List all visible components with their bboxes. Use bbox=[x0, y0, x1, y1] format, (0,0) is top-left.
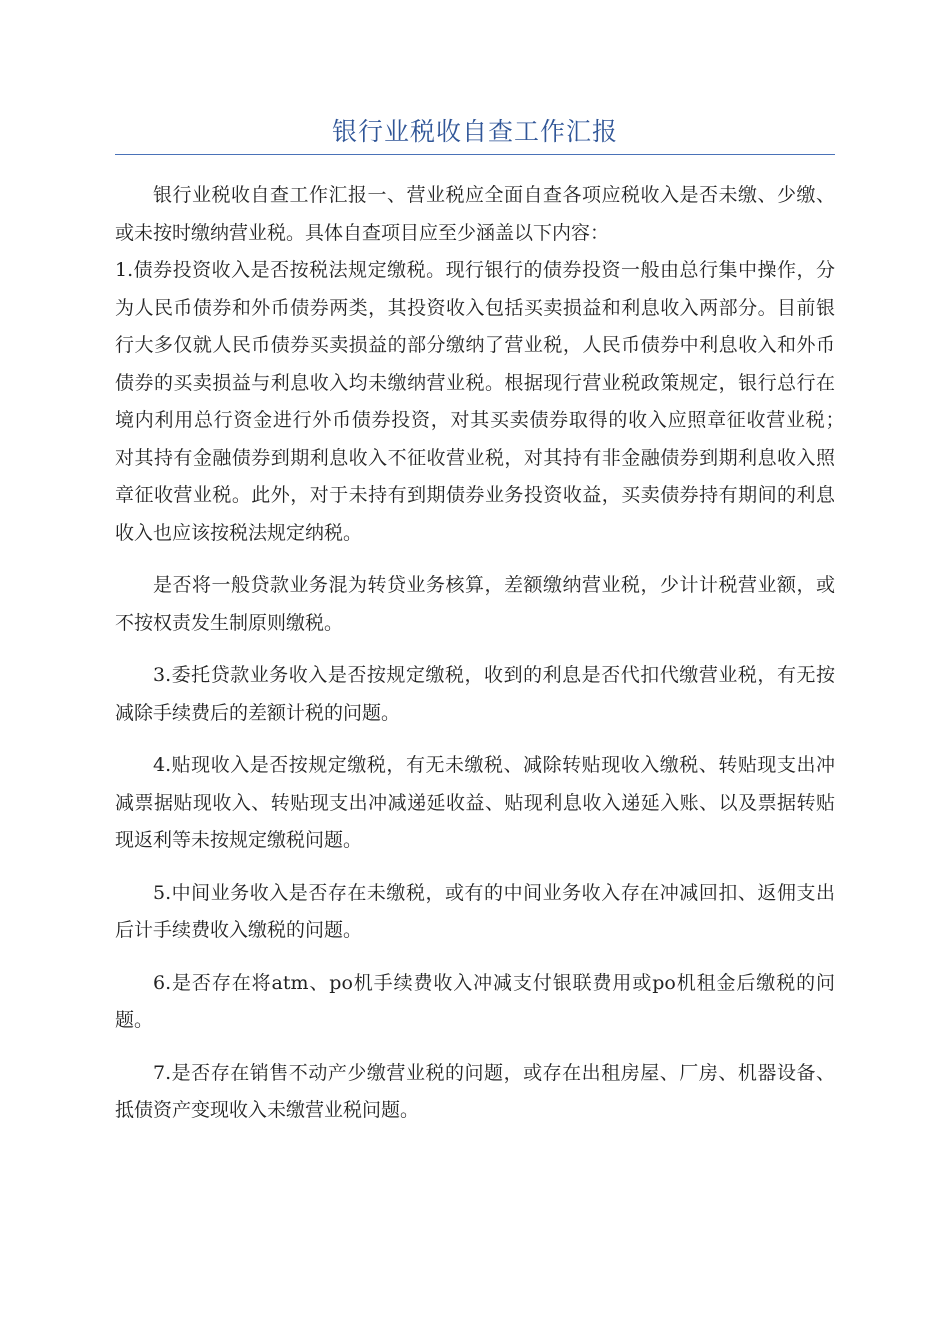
paragraph-item-4: 4.贴现收入是否按规定缴税，有无未缴税、减除转贴现收入缴税、转贴现支出冲减票据贴现收入、转贴现支出冲减递延收益、贴现利息收入递延入账、以及票据转贴现返利等未按规定缴税问题。 bbox=[115, 754, 835, 851]
paragraph-item-2: 是否将一般贷款业务混为转贷业务核算，差额缴纳营业税，少计计税营业额，或不按权责发生制原则缴税。 bbox=[115, 574, 835, 634]
title-underline bbox=[115, 154, 835, 155]
paragraph-item-6: 6.是否存在将atm、po机手续费收入冲减支付银联费用或po机租金后缴税的问题。 bbox=[115, 971, 835, 1031]
paragraph-item-7: 7.是否存在销售不动产少缴营业税的问题，或存在出租房屋、厂房、机器设备、抵债资产变现收入未缴营业税问题。 bbox=[115, 1061, 835, 1121]
document-body bbox=[115, 177, 874, 1130]
paragraph-item-3: 3.委托贷款业务收入是否按规定缴税，收到的利息是否代扣代缴营业税，有无按减除手续费后的差额计税的问题。 bbox=[115, 664, 835, 724]
paragraph-item-1: 1.债券投资收入是否按税法规定缴税。现行银行的债券投资一般由总行集中操作，分为人民币债券和外币债券两类，其投资收入包括买卖损益和利息收入两部分。目前银行大多仅就人民币债券买卖损益的部分缴纳了营业税，人民币债券中利息收入和外币债券的买卖损益与利息收入均未缴纳营业税。根据现行营业税政策规定，银行总行在境内利用总行资金进行外币债券投资，对其买卖债券取得的收入应照章征收营业税； 对其持有金融债券到期利息收入不征收营业税，对其持有非金融债券到期利息收入照章征收营业税。此外，对于未持有到期债券业务投资收益，买卖债券持有期间的利息收入也应该按税法规定纳税。 bbox=[115, 259, 874, 544]
paragraph-intro: 银行业税收自查工作汇报一、营业税应全面自查各项应税收入是否未缴、少缴、或未按时缴纳营业税。具体自查项目应至少涵盖以下内容： bbox=[115, 184, 835, 244]
document-title: 银行业税收自查工作汇报 bbox=[331, 117, 618, 146]
paragraph-item-5: 5.中间业务收入是否存在未缴税，或有的中间业务收入存在冲减回扣、返佣支出后计手续费收入缴税的问题。 bbox=[115, 881, 835, 941]
